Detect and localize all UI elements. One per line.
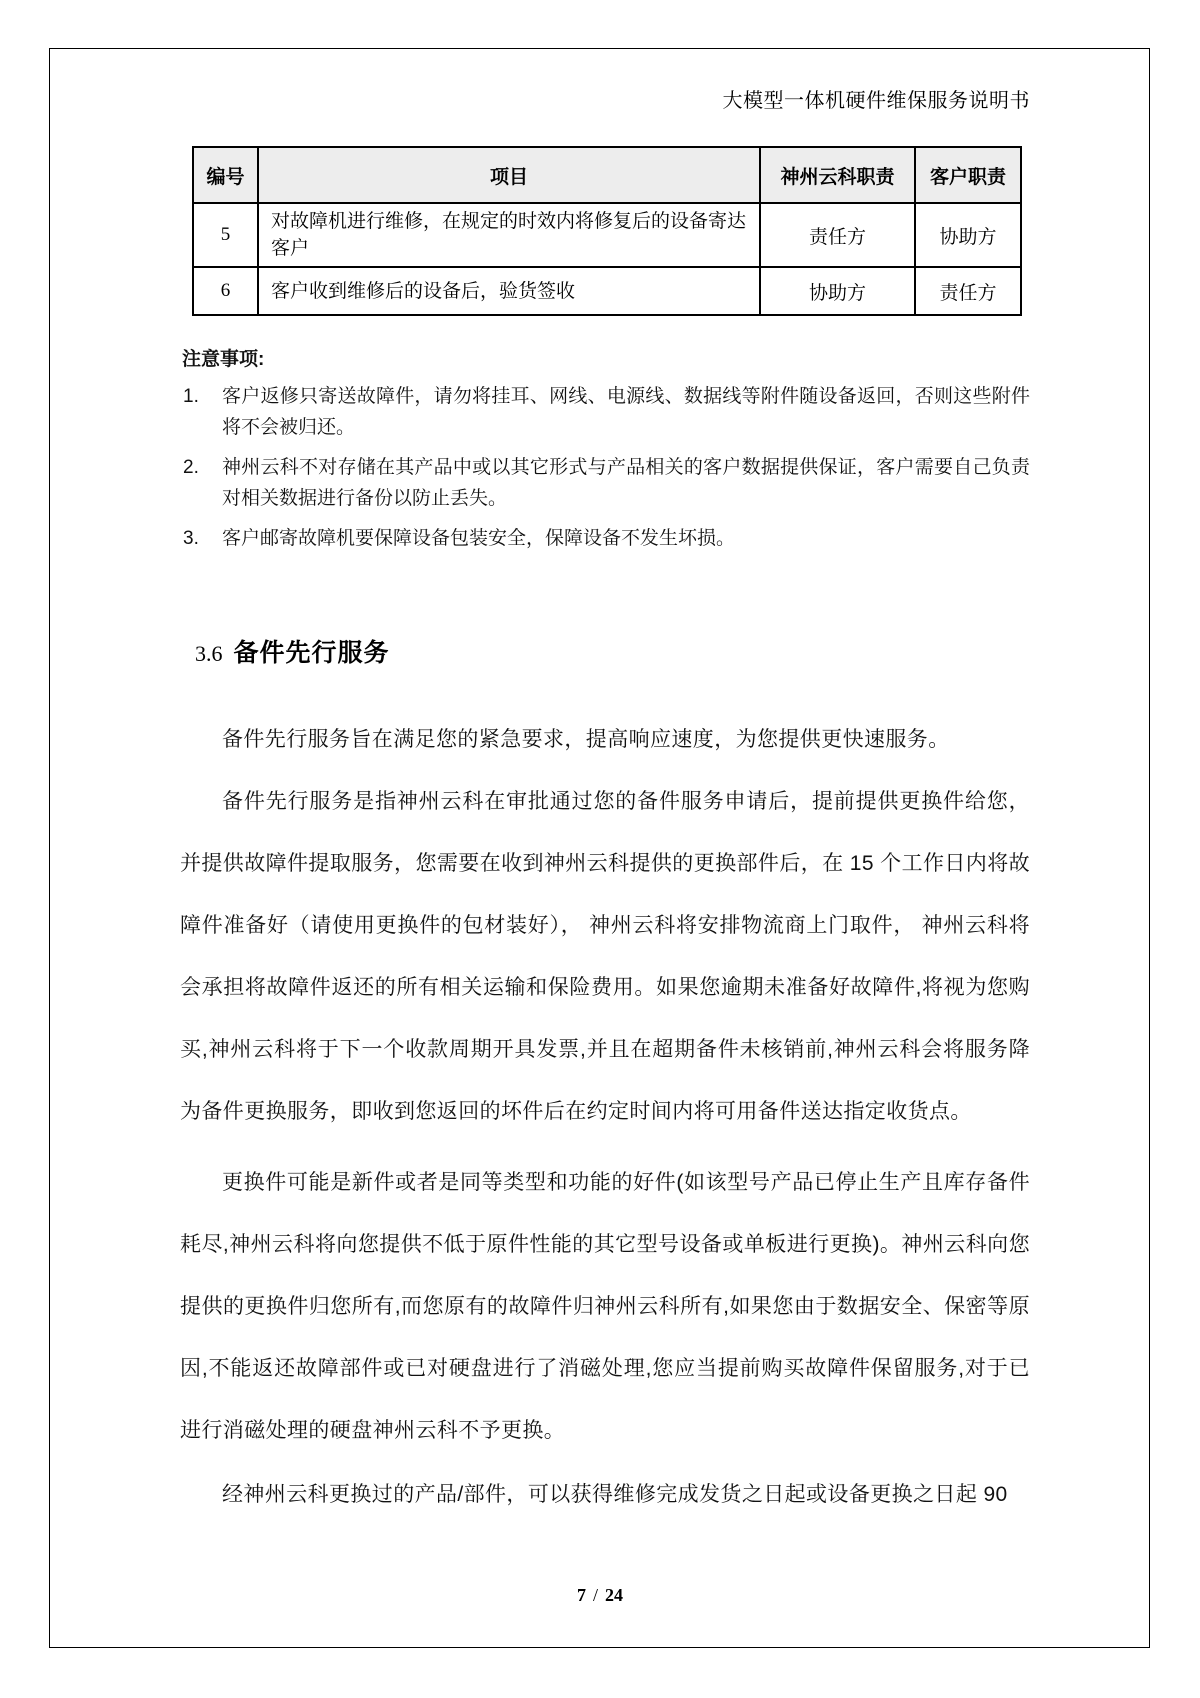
list-item-number: 2.	[183, 457, 199, 478]
body-paragraph: 经神州云科更换过的产品/部件，可以获得维修完成发货之日起或设备更换之日起 90	[222, 1483, 1008, 1506]
section-number: 3.6	[195, 641, 223, 666]
notes-title: 注意事项:	[182, 349, 265, 370]
header-cell-customer-role: 客户职责	[915, 147, 1021, 203]
list-item-number: 1.	[183, 386, 199, 407]
header-cell-item: 项目	[258, 147, 760, 203]
list-item-text: 神州云科不对存储在其产品中或以其它形式与产品相关的客户数据提供保证，客户需要自己负责对相关数据进行备份以防止丢失。	[222, 457, 1030, 509]
page-footer	[0, 1585, 1200, 1606]
header-cell-number: 编号	[193, 147, 258, 203]
table-row	[193, 267, 1021, 315]
footer-total-pages: 24	[605, 1585, 623, 1605]
cell-row-number: 6	[193, 267, 258, 315]
list-item	[183, 523, 1030, 554]
footer-current-page: 7	[576, 1585, 586, 1605]
footer-separator: /	[592, 1585, 598, 1605]
body-paragraph: 备件先行服务旨在满足您的紧急要求，提高响应速度，为您提供更快速服务。	[222, 728, 950, 751]
document-header-title: 大模型一体机硬件维保服务说明书	[722, 90, 1030, 112]
cell-vendor-role: 责任方	[760, 203, 915, 267]
responsibility-table	[192, 146, 1022, 316]
section-title: 备件先行服务	[233, 639, 390, 667]
cell-item-text: 对故障机进行维修，在规定的时效内将修复后的设备寄达客户	[258, 203, 760, 267]
body-paragraph: 更换件可能是新件或者是同等类型和功能的好件(如该型号产品已停止生产且库存备件耗尽,神州云科将向您提供不低于原件性能的其它型号设备或单板进行更换)。神州云科向您提供的更换件归您所有,而您原有的故障件归神州云科所有,如果您由于数据安全、保密等原因,不能返还故障部件或已对硬盘进行了消磁处理,您应当提前购买故障件保留服务,对于已进行消磁处理的硬盘神州云科不予更换。	[180, 1171, 1030, 1442]
cell-vendor-role: 协助方	[760, 267, 915, 315]
list-item	[183, 452, 1030, 514]
list-item-number: 3.	[183, 528, 199, 549]
body-paragraph: 备件先行服务是指神州云科在审批通过您的备件服务申请后，提前提供更换件给您，并提供故障件提取服务，您需要在收到神州云科提供的更换部件后，在 15 个工作日内将故障件准备好（请使用更换件的包材装好）， 神州云科将安排物流商上门取件， 神州云科将会承担将故障件返还的所有相关运输和保险费用。如果您逾期未准备好故障件,将视为您购买,神州云科将于下一个收款周期开具发票,并且在超期备件未核销前,神州云科会将服务降为备件更换服务，即收到您返回的坏件后在约定时间内将可用备件送达指定收货点。	[180, 790, 1030, 1123]
list-item	[183, 381, 1030, 443]
notes-list	[183, 381, 1030, 563]
table-row	[193, 203, 1021, 267]
cell-item-text: 客户收到维修后的设备后，验货签收	[258, 267, 760, 315]
cell-customer-role: 协助方	[915, 203, 1021, 267]
section-heading	[195, 633, 390, 669]
cell-row-number: 5	[193, 203, 258, 267]
cell-customer-role: 责任方	[915, 267, 1021, 315]
header-cell-vendor-role: 神州云科职责	[760, 147, 915, 203]
list-item-text: 客户邮寄故障机要保障设备包装安全，保障设备不发生坏损。	[222, 528, 736, 549]
table-header-row	[193, 147, 1021, 203]
list-item-text: 客户返修只寄送故障件，请勿将挂耳、网线、电源线、数据线等附件随设备返回，否则这些附件将不会被归还。	[222, 386, 1030, 438]
